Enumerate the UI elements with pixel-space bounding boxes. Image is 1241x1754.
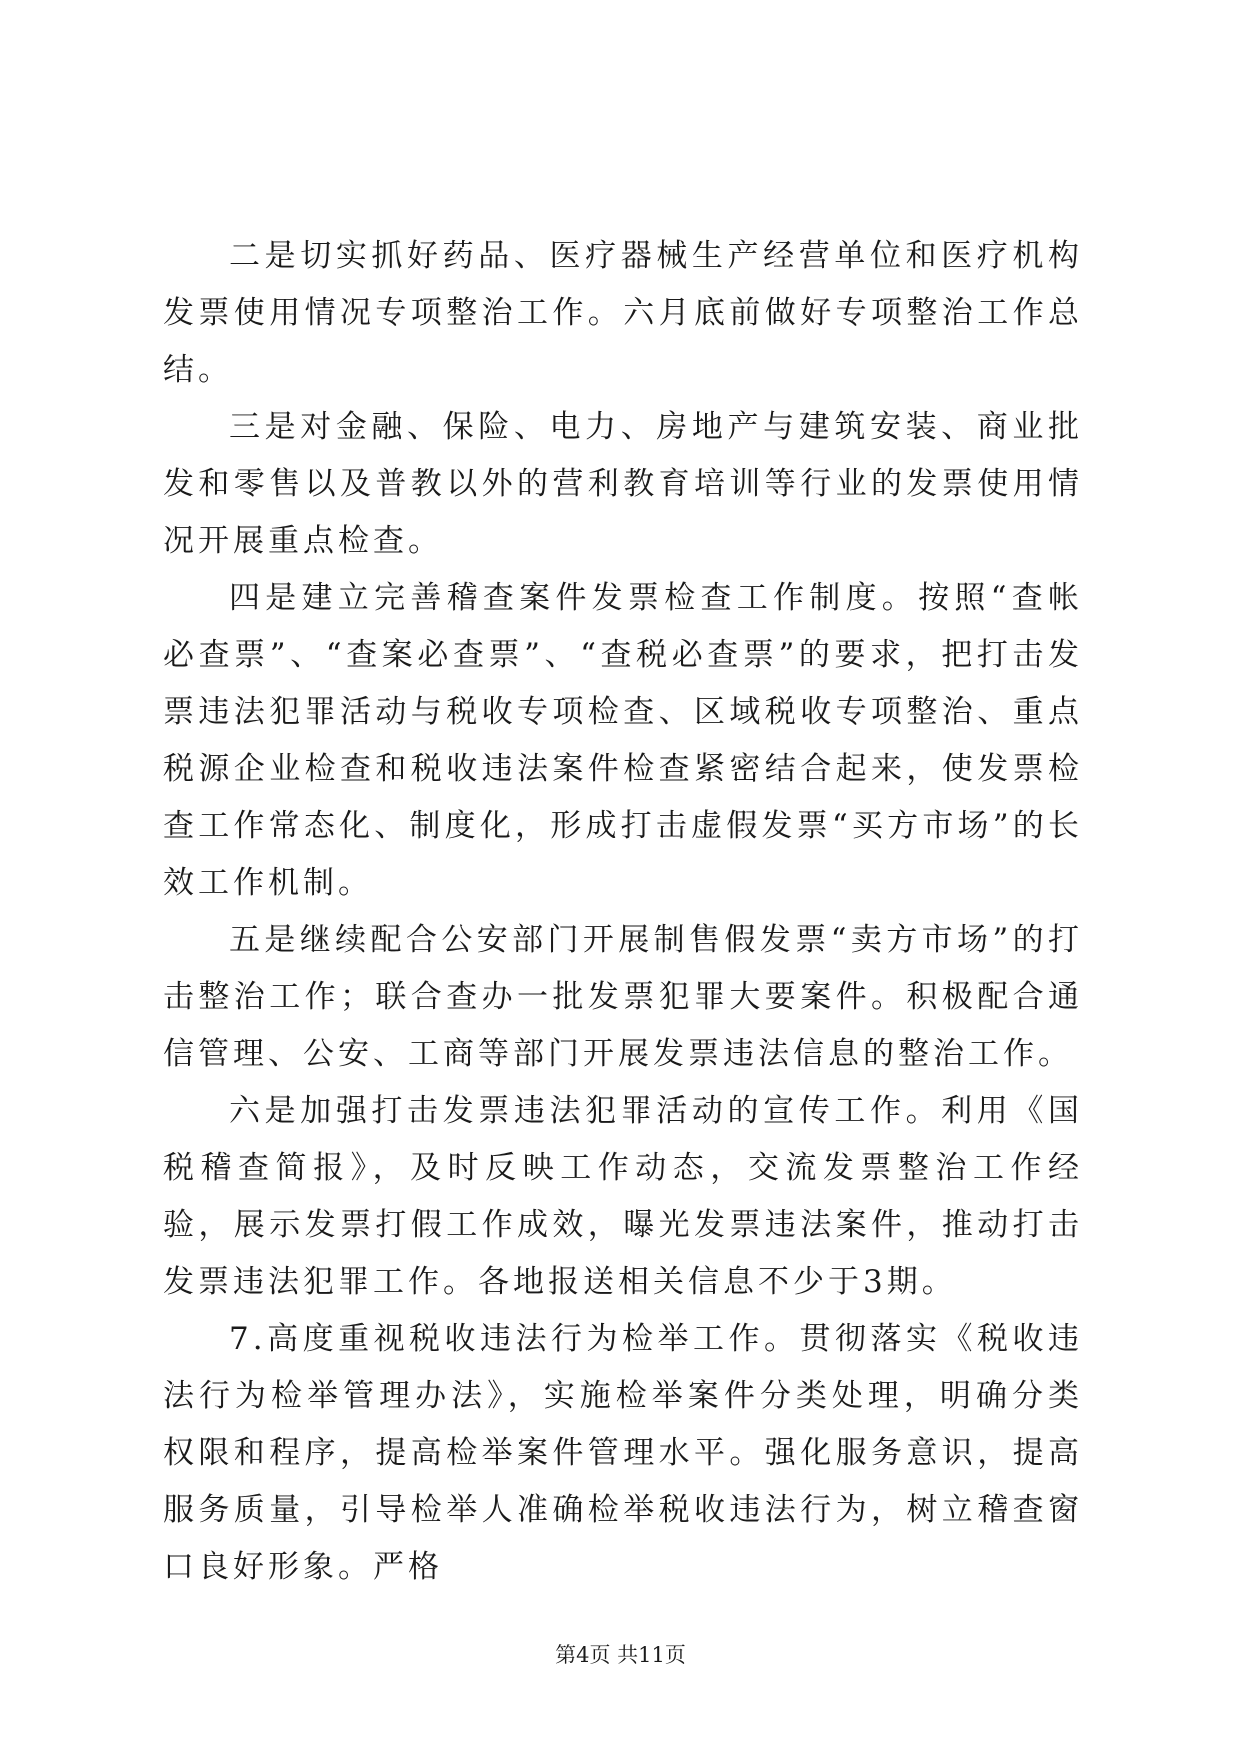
document-body: [163, 228, 1083, 1596]
paragraph-4: 四是建立完善稽查案件发票检查工作制度。按照“查帐必查票”、“查案必查票”、“查税必查票”的要求，把打击发票违法犯罪活动与税收专项检查、区域税收专项整治、重点税源企业检查和税收违法案件检查紧密结合起来，使发票检查工作常态化、制度化，形成打击虚假发票“买方市场”的长效工作机制。: [163, 580, 1083, 901]
paragraph-2: 二是切实抓好药品、医疗器械生产经营单位和医疗机构发票使用情况专项整治工作。六月底前做好专项整治工作总结。: [163, 238, 1083, 388]
paragraph-7: 7.高度重视税收违法行为检举工作。贯彻落实《税收违法行为检举管理办法》，实施检举案件分类处理，明确分类权限和程序，提高检举案件管理水平。强化服务意识，提高服务质量，引导检举人准确检举税收违法行为，树立稽查窗口良好形象。严格: [163, 1321, 1083, 1585]
page-footer: 第4页 共11页: [555, 1643, 686, 1667]
paragraph-5: 五是继续配合公安部门开展制售假发票“卖方市场”的打击整治工作；联合查办一批发票犯罪大要案件。积极配合通信管理、公安、工商等部门开展发票违法信息的整治工作。: [163, 922, 1083, 1072]
paragraph-3: 三是对金融、保险、电力、房地产与建筑安装、商业批发和零售以及普教以外的营利教育培训等行业的发票使用情况开展重点检查。: [163, 409, 1083, 559]
paragraph-6: 六是加强打击发票违法犯罪活动的宣传工作。利用《国税稽查简报》，及时反映工作动态，交流发票整治工作经验，展示发票打假工作成效，曝光发票违法案件，推动打击发票违法犯罪工作。各地报送相关信息不少于3期。: [163, 1093, 1083, 1300]
